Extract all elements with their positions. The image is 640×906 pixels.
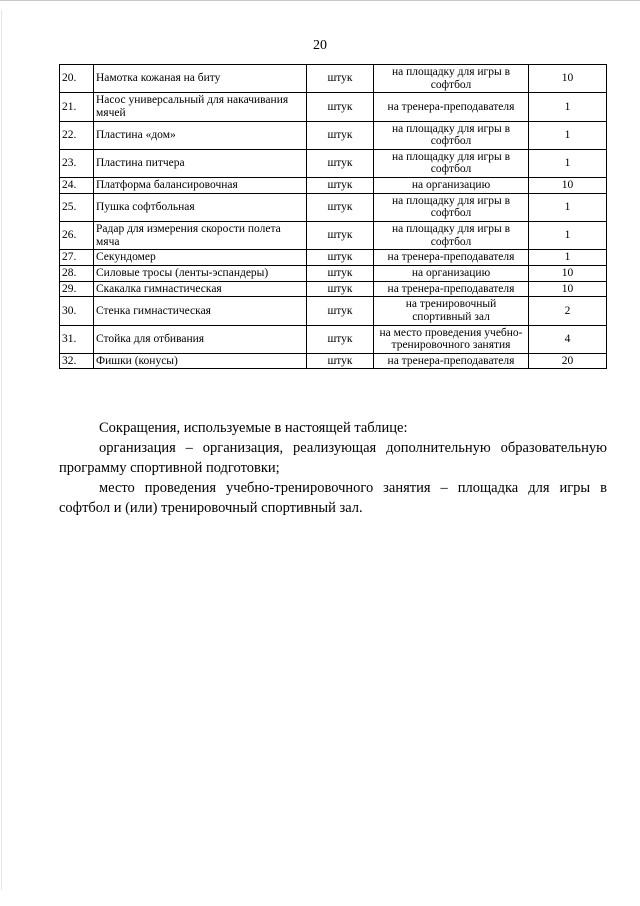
table-row [60, 325, 607, 353]
table-row [60, 193, 607, 221]
item-unit: штук [307, 222, 374, 250]
equipment-table-body [60, 65, 607, 369]
item-name: Скакалка гимнастическая [94, 281, 307, 297]
item-quantity: 10 [529, 265, 607, 281]
item-location: на тренера-преподавателя [374, 353, 529, 369]
table-row [60, 93, 607, 121]
item-unit: штук [307, 250, 374, 266]
item-location: на организацию [374, 265, 529, 281]
row-number: 29. [60, 281, 94, 297]
table-row [60, 178, 607, 194]
item-name: Пластина «дом» [94, 121, 307, 149]
item-location: на тренера-преподавателя [374, 250, 529, 266]
item-location: на площадку для игры в софтбол [374, 65, 529, 93]
item-quantity: 2 [529, 297, 607, 325]
table-row [60, 281, 607, 297]
item-name: Насос универсальный для накачивания мячей [94, 93, 307, 121]
table-row [60, 121, 607, 149]
item-unit: штук [307, 281, 374, 297]
table-row [60, 222, 607, 250]
item-unit: штук [307, 325, 374, 353]
table-row [60, 297, 607, 325]
item-name: Стойка для отбивания [94, 325, 307, 353]
row-number: 31. [60, 325, 94, 353]
item-quantity: 20 [529, 353, 607, 369]
item-name: Пушка софтбольная [94, 193, 307, 221]
row-number: 23. [60, 149, 94, 177]
item-unit: штук [307, 121, 374, 149]
table-row [60, 65, 607, 93]
item-location: на площадку для игры в софтбол [374, 193, 529, 221]
item-quantity: 1 [529, 222, 607, 250]
scan-edge-mark [1, 10, 2, 890]
row-number: 21. [60, 93, 94, 121]
row-number: 28. [60, 265, 94, 281]
item-location: на тренера-преподавателя [374, 281, 529, 297]
item-location: на площадку для игры в софтбол [374, 222, 529, 250]
item-location: на тренера-преподавателя [374, 93, 529, 121]
item-quantity: 1 [529, 250, 607, 266]
item-quantity: 1 [529, 193, 607, 221]
item-name: Секундомер [94, 250, 307, 266]
table-row [60, 265, 607, 281]
row-number: 26. [60, 222, 94, 250]
item-quantity: 10 [529, 65, 607, 93]
item-quantity: 10 [529, 178, 607, 194]
row-number: 32. [60, 353, 94, 369]
item-unit: штук [307, 297, 374, 325]
item-unit: штук [307, 93, 374, 121]
item-unit: штук [307, 353, 374, 369]
item-name: Силовые тросы (ленты-эспандеры) [94, 265, 307, 281]
item-unit: штук [307, 178, 374, 194]
table-row [60, 353, 607, 369]
item-location: на площадку для игры в софтбол [374, 121, 529, 149]
item-unit: штук [307, 265, 374, 281]
notes-heading: Сокращения, используемые в настоящей таблице: [99, 420, 408, 436]
item-unit: штук [307, 149, 374, 177]
item-location: на тренировочный спортивный зал [374, 297, 529, 325]
equipment-table [59, 64, 607, 369]
item-name: Радар для измерения скорости полета мяча [94, 222, 307, 250]
abbreviations-notes [59, 418, 607, 518]
row-number: 25. [60, 193, 94, 221]
item-name: Пластина питчера [94, 149, 307, 177]
item-location: на организацию [374, 178, 529, 194]
item-name: Намотка кожаная на биту [94, 65, 307, 93]
item-unit: штук [307, 65, 374, 93]
row-number: 22. [60, 121, 94, 149]
row-number: 20. [60, 65, 94, 93]
item-unit: штук [307, 193, 374, 221]
item-name: Платформа балансировочная [94, 178, 307, 194]
item-location: на площадку для игры в софтбол [374, 149, 529, 177]
item-quantity: 10 [529, 281, 607, 297]
row-number: 30. [60, 297, 94, 325]
item-quantity: 1 [529, 121, 607, 149]
note-training-location: место проведения учебно-тренировочного занятия – площадка для игры в софтбол и (или) тренировочный спортивный зал. [59, 480, 607, 516]
row-number: 24. [60, 178, 94, 194]
item-name: Фишки (конусы) [94, 353, 307, 369]
row-number: 27. [60, 250, 94, 266]
item-quantity: 1 [529, 149, 607, 177]
scan-edge-mark [0, 0, 640, 1]
item-quantity: 1 [529, 93, 607, 121]
item-location: на место проведения учебно-тренировочного занятия [374, 325, 529, 353]
table-row [60, 149, 607, 177]
page-number: 20 [313, 38, 327, 53]
item-name: Стенка гимнастическая [94, 297, 307, 325]
item-quantity: 4 [529, 325, 607, 353]
table-row [60, 250, 607, 266]
note-organization: организация – организация, реализующая дополнительную образовательную программу спортивной подготовки; [59, 440, 607, 476]
